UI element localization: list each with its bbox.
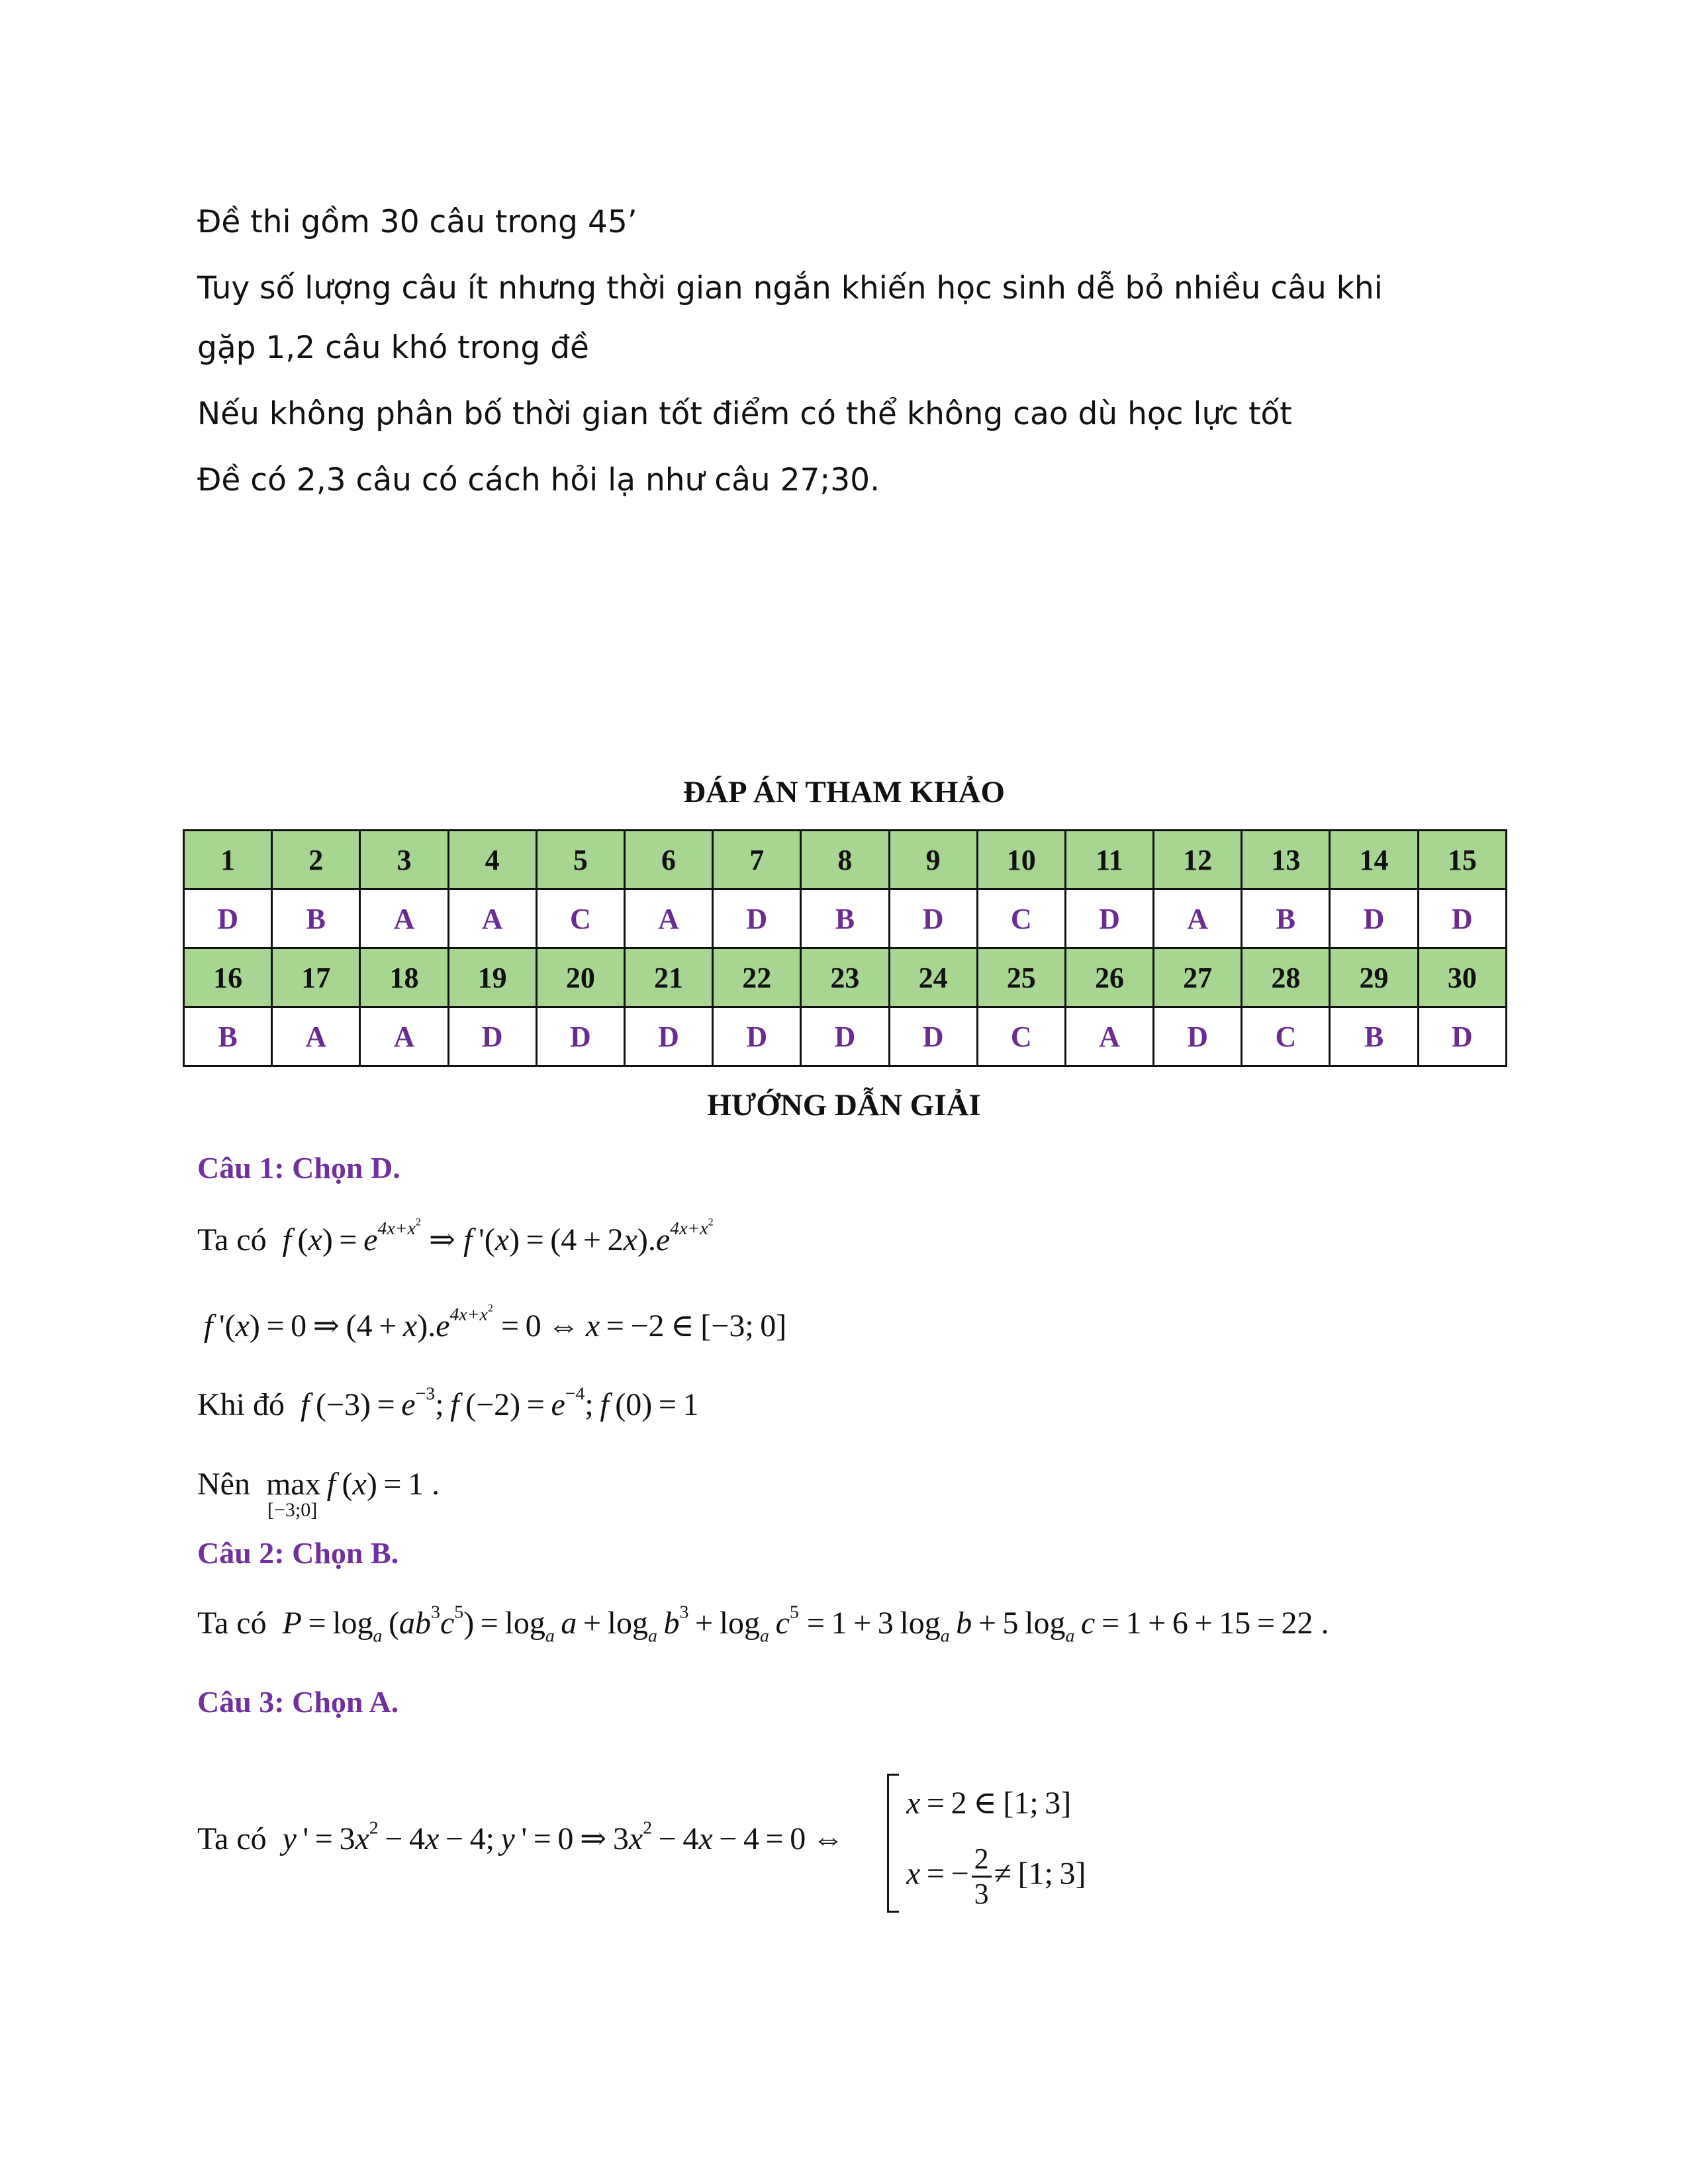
answer-letter-cell: A [272,1007,360,1066]
question-number-cell: 19 [448,948,536,1007]
question-number-cell: 14 [1330,831,1418,889]
answer-letter-cell: C [977,1007,1065,1066]
q1-so-prefix: Nên [197,1467,250,1502]
question-number-cell: 28 [1242,948,1330,1007]
q1-heading: Câu 1: Chọn D. [197,1151,400,1185]
question-number-cell: 21 [624,948,712,1007]
answer-row-numbers-2 [184,948,1507,1007]
answer-letter-cell: A [1065,1007,1153,1066]
answer-letter-cell: D [801,1007,889,1066]
answer-letter-cell: D [889,889,977,948]
answer-letter-cell: B [184,1007,272,1066]
answer-row-letters-1 [184,889,1507,948]
q1-line-critical: f '(x) = 0 ⇒ $(4 + x).e^{4x+x^2} = 0$ ⇔ x = −2 ∈ [−3; 0] [204,1302,787,1343]
question-number-cell: 11 [1065,831,1153,889]
answer-letter-cell: B [1330,1007,1418,1066]
answer-letter-cell: A [448,889,536,948]
question-number-cell: 29 [1330,948,1418,1007]
answer-letter-cell: A [624,889,712,948]
intro-line-2b: gặp 1,2 câu khó trong đề [197,330,589,366]
question-number-cell: 20 [536,948,624,1007]
question-number-cell: 1 [184,831,272,889]
question-number-cell: 22 [713,948,801,1007]
question-number-cell: 12 [1154,831,1242,889]
answer-key-title: ĐÁP ÁN THAM KHẢO [682,775,1006,809]
question-number-cell: 18 [360,948,448,1007]
question-number-cell: 9 [889,831,977,889]
q3-heading: Câu 3: Chọn A. [197,1685,399,1719]
answer-letter-cell: A [360,1007,448,1066]
answer-letter-cell: D [1418,889,1506,948]
question-number-cell: 10 [977,831,1065,889]
answer-letter-cell: C [977,889,1065,948]
q1-line-derivative: Ta có f $(x) = e^{4x+x^2}$ ⇒ f '$(x) = (4 + 2x).e^{4x+x^2}$ [197,1216,714,1257]
answer-table [183,829,1507,1067]
answer-letter-cell: B [272,889,360,948]
answer-letter-cell: D [1154,1007,1242,1066]
question-number-cell: 17 [272,948,360,1007]
answer-row-numbers-1 [184,831,1507,889]
answer-letter-cell: D [448,1007,536,1066]
answer-letter-cell: D [713,1007,801,1066]
answer-letter-cell: A [360,889,448,948]
q3-prefix: Ta có [197,1821,267,1856]
question-number-cell: 16 [184,948,272,1007]
answer-letter-cell: D [1330,889,1418,948]
answer-letter-cell: B [1242,889,1330,948]
answer-letter-cell: B [801,889,889,948]
q3-solution-system [887,1774,1127,1913]
question-number-cell: 26 [1065,948,1153,1007]
answer-letter-cell: C [536,889,624,948]
answer-row-letters-2 [184,1007,1507,1066]
max-word: max [265,1467,321,1502]
q1-when-prefix: Khi đó [197,1387,285,1422]
intro-line-2a: Tuy số lượng câu ít nhưng thời gian ngắn khiến học sinh dễ bỏ nhiều câu khi [197,270,1383,306]
q1-prefix: Ta có [197,1222,267,1257]
answer-letter-cell: D [184,889,272,948]
q3-line: Ta có y ' = $3x^2 - 4x - 4$; y ' = 0 ⇒ $3x^2 - 4x - 4 = 0$ ⇔ [197,1817,844,1856]
question-number-cell: 3 [360,831,448,889]
q1-line-values: Khi đó f $(-3) = e^{-3}$; f $(-2) = e^{-4}$; f (0) = 1 [197,1383,699,1422]
question-number-cell: 15 [1418,831,1506,889]
answer-letter-cell: D [1418,1007,1506,1066]
answer-letter-cell: D [889,1007,977,1066]
answer-letter-cell: C [1242,1007,1330,1066]
question-number-cell: 2 [272,831,360,889]
solutions-title: HƯỚNG DẪN GIẢI [707,1088,981,1122]
answer-letter-cell: D [624,1007,712,1066]
question-number-cell: 30 [1418,948,1506,1007]
question-number-cell: 5 [536,831,624,889]
question-number-cell: 7 [713,831,801,889]
max-operator [265,1466,321,1521]
question-number-cell: 25 [977,948,1065,1007]
q1-line-max: Nên max [−3;0] f (x) = 1 . [197,1467,440,1521]
intro-block [197,192,1521,511]
q3-root-2: x = − $\frac{2}{3}$ ≠ [1; 3] [906,1843,1086,1910]
question-number-cell: 4 [448,831,536,889]
q2-heading: Câu 2: Chọn B. [197,1536,399,1570]
answer-letter-cell: D [536,1007,624,1066]
q2-line: Ta có $P = \log_a (ab^3c^5) = \log_a a + \log_a b^3 + \log_a c^5 = 1 + 3$ $\log_a b + 5$ $\log_a c = 1 + 6 + 15 = 22$ . [197,1602,1329,1647]
question-number-cell: 27 [1154,948,1242,1007]
intro-line-3: Nếu không phân bố thời gian tốt điểm có thể không cao dù học lực tốt [197,396,1292,432]
q3-root-1: x = 2 ∈ [1; 3] [906,1786,1072,1821]
answer-letter-cell: D [713,889,801,948]
question-number-cell: 8 [801,831,889,889]
answer-letter-cell: A [1154,889,1242,948]
intro-line-4: Đề có 2,3 câu có cách hỏi lạ như câu 27;30. [197,462,880,498]
question-number-cell: 23 [801,948,889,1007]
question-number-cell: 24 [889,948,977,1007]
answer-letter-cell: D [1065,889,1153,948]
question-number-cell: 6 [624,831,712,889]
max-range: [−3;0] [267,1499,318,1521]
fraction-two-thirds: $\frac{2}{3}$ [972,1843,992,1911]
question-number-cell: 13 [1242,831,1330,889]
intro-line-1: Đề thi gồm 30 câu trong 45’ [197,204,637,240]
q2-prefix: Ta có [197,1606,267,1641]
